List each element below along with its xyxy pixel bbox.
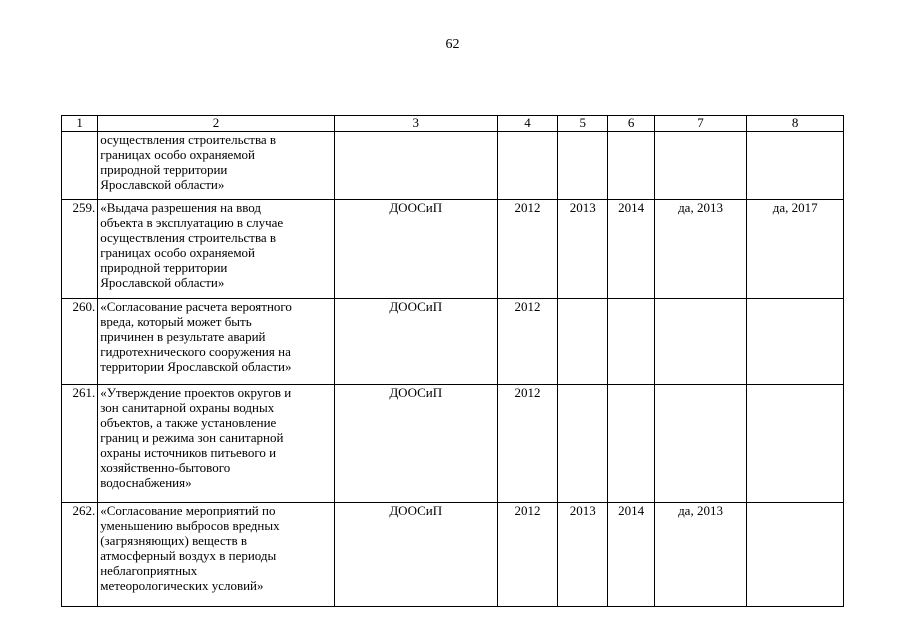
column-header: 8	[747, 116, 844, 132]
services-table	[61, 115, 844, 607]
cell-col-7	[654, 385, 747, 503]
cell-col-4: 2012	[497, 200, 557, 299]
table-header-row	[62, 116, 844, 132]
row-number: 262.	[62, 503, 98, 607]
cell-col-5	[558, 385, 608, 503]
cell-col-4	[497, 132, 557, 200]
cell-col-8	[747, 503, 844, 607]
responsible-body: ДООСиП	[334, 299, 497, 385]
row-number	[62, 132, 98, 200]
column-header: 1	[62, 116, 98, 132]
cell-col-8: да, 2017	[747, 200, 844, 299]
table-row	[62, 132, 844, 200]
cell-col-8	[747, 385, 844, 503]
service-name: осуществления строительства в границах особо охраняемой природной территории Ярославской области»	[98, 132, 335, 200]
column-header: 6	[608, 116, 654, 132]
table-row	[62, 385, 844, 503]
table-row	[62, 503, 844, 607]
column-header: 3	[334, 116, 497, 132]
cell-col-6: 2014	[608, 503, 654, 607]
service-name: «Утверждение проектов округов и зон санитарной охраны водных объектов, а также установление границ и режима зон санитарной охраны источников питьевого и хозяйственно-бытового водоснабжения»	[98, 385, 335, 503]
cell-col-5	[558, 132, 608, 200]
cell-col-6	[608, 299, 654, 385]
table-row	[62, 299, 844, 385]
cell-col-5: 2013	[558, 200, 608, 299]
cell-col-5	[558, 299, 608, 385]
cell-col-6: 2014	[608, 200, 654, 299]
responsible-body	[334, 132, 497, 200]
responsible-body: ДООСиП	[334, 503, 497, 607]
responsible-body: ДООСиП	[334, 200, 497, 299]
column-header: 5	[558, 116, 608, 132]
row-number: 260.	[62, 299, 98, 385]
service-name: «Выдача разрешения на ввод объекта в эксплуатацию в случае осуществления строительства в границах особо охраняемой природной территории Ярославской области»	[98, 200, 335, 299]
cell-col-6	[608, 132, 654, 200]
cell-col-4: 2012	[497, 385, 557, 503]
cell-col-4: 2012	[497, 299, 557, 385]
cell-col-4: 2012	[497, 503, 557, 607]
cell-col-8	[747, 132, 844, 200]
column-header: 2	[98, 116, 335, 132]
table-row	[62, 200, 844, 299]
cell-col-7: да, 2013	[654, 503, 747, 607]
row-number: 259.	[62, 200, 98, 299]
cell-col-5: 2013	[558, 503, 608, 607]
column-header: 4	[497, 116, 557, 132]
cell-col-7: да, 2013	[654, 200, 747, 299]
page-number: 62	[445, 37, 460, 52]
responsible-body: ДООСиП	[334, 385, 497, 503]
column-header: 7	[654, 116, 747, 132]
cell-col-8	[747, 299, 844, 385]
cell-col-7	[654, 299, 747, 385]
cell-col-7	[654, 132, 747, 200]
service-name: «Согласование расчета вероятного вреда, который может быть причинен в результате аварий гидротехнического сооружения на территории Ярославской области»	[98, 299, 335, 385]
row-number: 261.	[62, 385, 98, 503]
service-name: «Согласование мероприятий по уменьшению выбросов вредных (загрязняющих) веществ в атмосферный воздух в периоды неблагоприятных метеорологических условий»	[98, 503, 335, 607]
cell-col-6	[608, 385, 654, 503]
